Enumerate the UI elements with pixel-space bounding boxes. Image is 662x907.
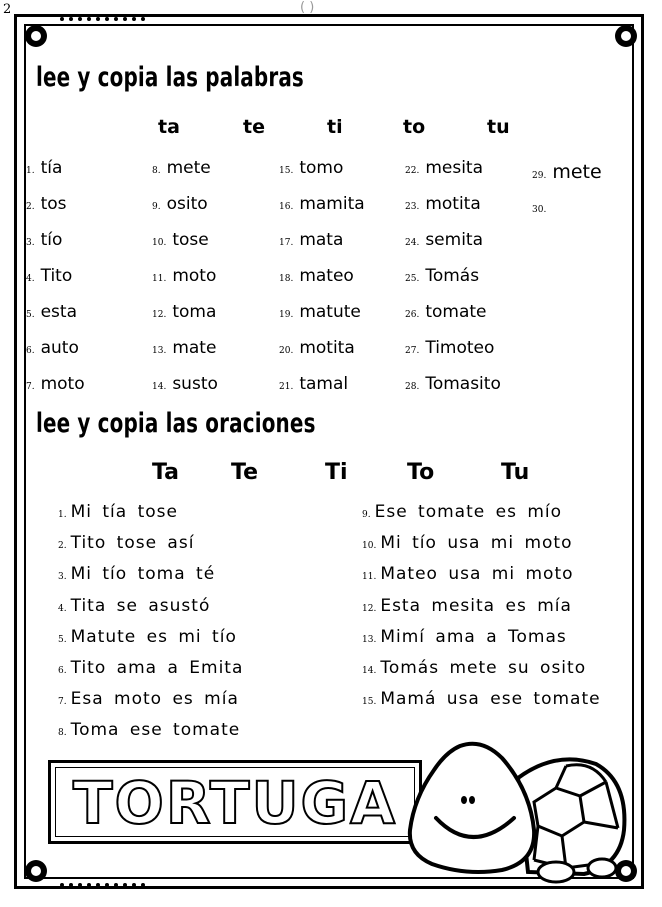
word-item <box>26 266 72 286</box>
section2-heading: lee y copia las oraciones <box>36 408 316 439</box>
word-item <box>405 338 494 358</box>
section1-heading: lee y copia las palabras <box>36 62 304 93</box>
word-item <box>405 374 501 394</box>
word-number: 18. <box>279 274 294 284</box>
word-text: motita <box>299 338 355 358</box>
word-number: 26. <box>405 310 420 320</box>
syllable: to <box>403 116 426 138</box>
sentence-text: Mi tía tose <box>70 502 178 522</box>
sentence-text: Tito tose así <box>70 533 195 554</box>
word-number: 28. <box>405 382 420 392</box>
word-text: tose <box>172 230 209 250</box>
word-item <box>279 338 355 358</box>
word-number: 17. <box>279 238 294 248</box>
word-number: 20. <box>279 346 294 356</box>
page-number: 2 <box>3 2 12 17</box>
sentence-number: 4. <box>58 603 67 614</box>
sentence-item <box>58 564 215 584</box>
banner-word: TORTUGA <box>72 769 398 837</box>
word-item <box>279 302 361 322</box>
syllable: Tu <box>501 460 530 485</box>
word-text: susto <box>172 374 218 394</box>
word-text: mateo <box>299 266 354 286</box>
word-item <box>26 230 62 250</box>
word-text: moto <box>172 266 217 286</box>
word-text: tío <box>40 230 63 250</box>
tortuga-banner <box>48 760 422 844</box>
sentence-number: 10. <box>362 541 377 552</box>
word-number: 8. <box>152 166 161 176</box>
word-text: tamal <box>299 374 349 394</box>
sentence-text: Mi tío usa mi moto <box>380 533 573 554</box>
word-text: matute <box>299 302 361 322</box>
word-item <box>26 158 62 178</box>
word-text: toma <box>172 302 217 322</box>
word-number: 1. <box>26 166 35 176</box>
sentence-number: 15. <box>362 697 377 708</box>
sentence-number: 12. <box>362 603 377 614</box>
sentence-text: Esta mesita es mía <box>380 595 572 616</box>
sentence-number: 9. <box>362 510 371 520</box>
word-number: 15. <box>279 166 294 176</box>
word-item <box>405 302 487 322</box>
word-text: tomo <box>299 158 344 178</box>
word-item <box>152 194 208 214</box>
sentence-text: Esa moto es mía <box>70 689 239 710</box>
sentence-item <box>58 720 240 740</box>
word-item <box>405 230 483 250</box>
sentence-item <box>362 627 567 647</box>
word-number: 24. <box>405 238 420 248</box>
word-number: 10. <box>152 238 167 248</box>
sentence-text: Mi tío toma té <box>70 564 216 585</box>
word-item <box>405 194 481 214</box>
sentence-number: 8. <box>58 728 67 739</box>
header-mark: ( ) <box>300 0 315 15</box>
word-text: esta <box>40 302 77 322</box>
word-number: 16. <box>279 202 294 212</box>
word-number: 29. <box>532 171 547 181</box>
word-text: Tito <box>40 266 73 286</box>
word-item <box>26 338 79 358</box>
syllable: ta <box>158 116 180 138</box>
word-number: 6. <box>26 346 35 356</box>
syllable: Te <box>231 460 259 485</box>
word-number: 2. <box>26 202 35 212</box>
word-number: 30. <box>532 205 547 215</box>
sentence-item <box>362 658 586 678</box>
sentence-item <box>58 627 237 647</box>
word-item <box>279 374 348 394</box>
sentence-text: Tito ama a Emita <box>70 658 244 678</box>
corner-ornament-top-right <box>615 25 637 47</box>
word-text: tomate <box>425 302 487 322</box>
sentence-item <box>58 596 210 616</box>
sentence-number: 6. <box>58 666 67 676</box>
word-item <box>405 266 479 286</box>
sentence-item <box>58 658 243 678</box>
word-item <box>152 266 216 286</box>
word-text: moto <box>40 374 85 394</box>
word-text: Timoteo <box>425 338 495 358</box>
sentence-number: 3. <box>58 572 67 583</box>
word-text: Tomás <box>425 266 480 286</box>
syllable: ti <box>327 116 343 138</box>
word-text: tía <box>40 158 63 178</box>
word-text: auto <box>40 338 79 358</box>
word-text: osito <box>166 194 208 214</box>
sentence-number: 14. <box>362 666 377 676</box>
sentence-text: Mamá usa ese tomate <box>380 689 601 710</box>
word-number: 21. <box>279 382 294 392</box>
sentence-text: Mateo usa mi moto <box>380 564 574 585</box>
word-text: mete <box>552 161 602 183</box>
word-item <box>152 302 216 322</box>
word-number: 27. <box>405 346 420 356</box>
word-item <box>152 374 218 394</box>
word-number: 12. <box>152 310 167 320</box>
sentence-text: Tomás mete su osito <box>380 658 587 678</box>
word-item <box>279 194 365 214</box>
sentence-text: Matute es mi tío <box>70 626 237 647</box>
sentence-text: Toma ese tomate <box>70 720 241 741</box>
word-number: 19. <box>279 310 294 320</box>
word-text: mete <box>166 158 211 178</box>
sentence-item <box>58 533 194 553</box>
sentence-text: Tita se asustó <box>70 595 211 616</box>
sentence-item <box>362 564 574 584</box>
word-item <box>26 194 67 214</box>
sentence-item <box>362 689 601 709</box>
word-item <box>532 161 602 183</box>
syllable: Ti <box>325 460 348 485</box>
syllable: tu <box>487 116 510 138</box>
word-text: semita <box>425 230 484 250</box>
word-text: mate <box>172 338 217 358</box>
sentence-item <box>362 533 572 553</box>
corner-ornament-bottom-left <box>25 860 47 882</box>
syllable: Ta <box>152 460 180 485</box>
word-item <box>152 230 209 250</box>
corner-ornament-top-left <box>25 25 47 47</box>
border-dots-bottom <box>60 883 145 887</box>
sentence-item <box>58 689 239 709</box>
sentence-item <box>58 502 178 522</box>
word-number: 4. <box>26 274 35 284</box>
sentence-text: Ese tomate es mío <box>374 502 563 522</box>
word-number: 14. <box>152 382 167 392</box>
word-text: motita <box>425 194 481 214</box>
sentence-number: 11. <box>362 572 377 583</box>
sentence-number: 1. <box>58 510 67 520</box>
word-item <box>26 302 77 322</box>
word-text: Tomasito <box>425 374 501 394</box>
word-item <box>152 338 216 358</box>
word-text: mamita <box>299 194 365 214</box>
word-text: mata <box>299 230 344 250</box>
sentence-number: 2. <box>58 541 67 552</box>
word-text: mesita <box>425 158 484 178</box>
sentence-item <box>362 596 572 616</box>
word-item <box>405 158 483 178</box>
word-item <box>279 266 354 286</box>
word-number: 11. <box>152 274 167 284</box>
border-dots-top <box>60 17 145 21</box>
syllable: te <box>243 116 265 138</box>
word-item <box>532 197 552 217</box>
sentence-item <box>362 502 562 522</box>
word-number: 22. <box>405 166 420 176</box>
word-number: 23. <box>405 202 420 212</box>
sentence-number: 13. <box>362 634 377 645</box>
word-item <box>26 374 85 394</box>
sentence-number: 7. <box>58 697 67 708</box>
word-item <box>279 230 343 250</box>
word-text: tos <box>40 194 67 214</box>
word-item <box>279 158 343 178</box>
sentence-number: 5. <box>58 634 67 645</box>
word-number: 7. <box>26 382 35 392</box>
word-number: 13. <box>152 346 167 356</box>
sentence-text: Mimí ama a Tomas <box>380 626 567 647</box>
word-number: 25. <box>405 274 420 284</box>
syllable: To <box>407 460 435 485</box>
word-number: 5. <box>26 310 35 320</box>
turtle-icon <box>406 738 632 884</box>
word-number: 9. <box>152 202 161 212</box>
word-item <box>152 158 211 178</box>
word-number: 3. <box>26 238 35 248</box>
